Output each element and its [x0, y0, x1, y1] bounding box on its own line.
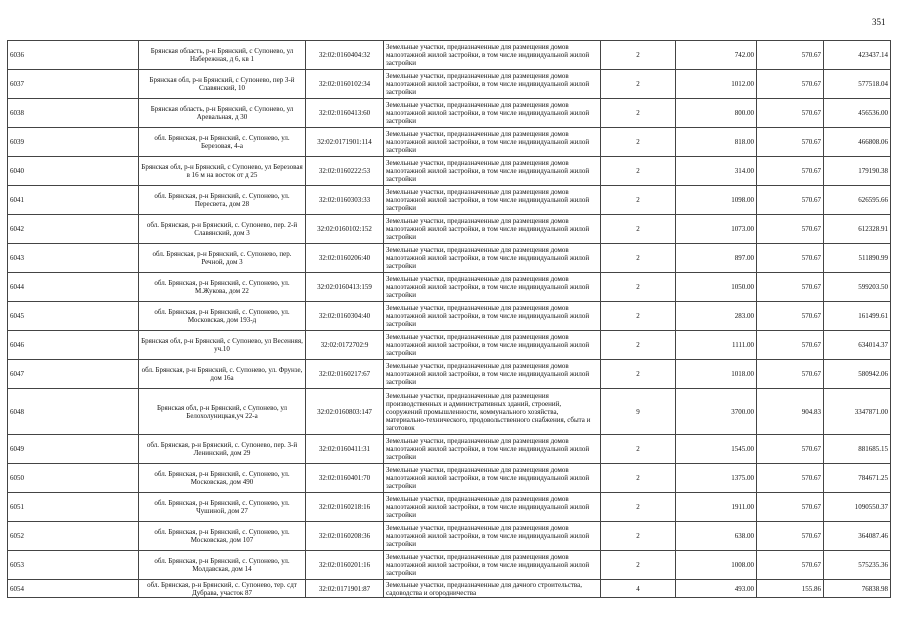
category-code-cell: 2: [601, 360, 676, 389]
address-cell: Брянская обл, р-н Брянский, с Супонево, пер 3-й Славянский, 10: [139, 70, 306, 99]
row-number-cell: 6052: [8, 522, 139, 551]
row-number-cell: 6046: [8, 331, 139, 360]
address-cell: обл. Брянская, р-н Брянский, с. Супонево, пер. Речной, дом 3: [139, 244, 306, 273]
cadastral-value-cell: 626595.66: [824, 186, 891, 215]
permitted-use-cell: Земельные участки, предназначенные для размещения домов малоэтажной жилой застройки, в том числе индивидуальной жилой застройки: [384, 522, 601, 551]
address-cell: обл. Брянская, р-н Брянский, с. Супонево, ул. Березовая, 4-а: [139, 128, 306, 157]
page-number: 351: [872, 17, 886, 27]
address-cell: обл. Брянская, р-н Брянский, с. Супонево, ул. Молдавская, дом 14: [139, 551, 306, 580]
cadastral-value-cell: 3347871.00: [824, 389, 891, 435]
table-row: [8, 215, 891, 244]
specific-value-cell: 570.67: [757, 186, 824, 215]
table-row: [8, 580, 891, 598]
area-cell: 742.00: [676, 41, 757, 70]
category-code-cell: 2: [601, 244, 676, 273]
cadastral-value-cell: 1090550.37: [824, 493, 891, 522]
specific-value-cell: 570.67: [757, 99, 824, 128]
cadastral-number-cell: 32:02:0160411:31: [306, 435, 384, 464]
row-number-cell: 6038: [8, 99, 139, 128]
permitted-use-cell: Земельные участки, предназначенные для размещения производственных и административных зданий, строений, сооружений промышленности, коммунального хозяйства, материально-технического, продовольственного снабжения, сбыта и заготовок: [384, 389, 601, 435]
row-number-cell: 6043: [8, 244, 139, 273]
permitted-use-cell: Земельные участки, предназначенные для размещения домов малоэтажной жилой застройки, в том числе индивидуальной жилой застройки: [384, 99, 601, 128]
area-cell: 1911.00: [676, 493, 757, 522]
cadastral-number-cell: 32:02:0160303:33: [306, 186, 384, 215]
specific-value-cell: 570.67: [757, 331, 824, 360]
area-cell: 1050.00: [676, 273, 757, 302]
permitted-use-cell: Земельные участки, предназначенные для размещения домов малоэтажной жилой застройки, в том числе индивидуальной жилой застройки: [384, 128, 601, 157]
row-number-cell: 6049: [8, 435, 139, 464]
category-code-cell: 2: [601, 186, 676, 215]
category-code-cell: 2: [601, 302, 676, 331]
permitted-use-cell: Земельные участки, предназначенные для дачного строительства, садоводства и огородничества: [384, 580, 601, 598]
permitted-use-cell: Земельные участки, предназначенные для размещения домов малоэтажной жилой застройки, в том числе индивидуальной жилой застройки: [384, 464, 601, 493]
category-code-cell: 2: [601, 493, 676, 522]
specific-value-cell: 570.67: [757, 551, 824, 580]
area-cell: 638.00: [676, 522, 757, 551]
address-cell: обл. Брянская, р-н Брянский, с. Супонево, тер. сдт Дубрава, участок 87: [139, 580, 306, 598]
permitted-use-cell: Земельные участки, предназначенные для размещения домов малоэтажной жилой застройки, в том числе индивидуальной жилой застройки: [384, 331, 601, 360]
cadastral-value-cell: 364087.46: [824, 522, 891, 551]
cadastral-number-cell: 32:02:0172702:9: [306, 331, 384, 360]
cadastral-number-cell: 32:02:0160102:34: [306, 70, 384, 99]
permitted-use-cell: Земельные участки, предназначенные для размещения домов малоэтажной жилой застройки, в том числе индивидуальной жилой застройки: [384, 41, 601, 70]
cadastral-number-cell: 32:02:0171901:114: [306, 128, 384, 157]
row-number-cell: 6042: [8, 215, 139, 244]
specific-value-cell: 570.67: [757, 128, 824, 157]
table-row: [8, 128, 891, 157]
permitted-use-cell: Земельные участки, предназначенные для размещения домов малоэтажной жилой застройки, в том числе индивидуальной жилой застройки: [384, 493, 601, 522]
cadastral-number-cell: 32:02:0160401:70: [306, 464, 384, 493]
permitted-use-cell: Земельные участки, предназначенные для размещения домов малоэтажной жилой застройки, в том числе индивидуальной жилой застройки: [384, 70, 601, 99]
category-code-cell: 2: [601, 522, 676, 551]
table-row: [8, 360, 891, 389]
category-code-cell: 2: [601, 435, 676, 464]
permitted-use-cell: Земельные участки, предназначенные для размещения домов малоэтажной жилой застройки, в том числе индивидуальной жилой застройки: [384, 215, 601, 244]
table-row: [8, 244, 891, 273]
category-code-cell: 4: [601, 580, 676, 598]
area-cell: 1073.00: [676, 215, 757, 244]
specific-value-cell: 570.67: [757, 273, 824, 302]
cadastral-number-cell: 32:02:0160404:32: [306, 41, 384, 70]
cadastral-value-cell: 612328.91: [824, 215, 891, 244]
address-cell: обл. Брянская, р-н Брянский, с. Супонево, пер. 3-й Ленинский, дом 29: [139, 435, 306, 464]
row-number-cell: 6044: [8, 273, 139, 302]
cadastral-value-cell: 423437.14: [824, 41, 891, 70]
table-row: [8, 186, 891, 215]
cadastral-number-cell: 32:02:0160413:159: [306, 273, 384, 302]
specific-value-cell: 570.67: [757, 215, 824, 244]
address-cell: обл. Брянская, р-н Брянский, с. Супонево, ул. М.Жукова, дом 22: [139, 273, 306, 302]
area-cell: 1018.00: [676, 360, 757, 389]
address-cell: Брянская обл, р-н Брянский, с Супонево, ул Весенняя, уч.10: [139, 331, 306, 360]
permitted-use-cell: Земельные участки, предназначенные для размещения домов малоэтажной жилой застройки, в том числе индивидуальной жилой застройки: [384, 360, 601, 389]
row-number-cell: 6037: [8, 70, 139, 99]
specific-value-cell: 155.86: [757, 580, 824, 598]
area-cell: 897.00: [676, 244, 757, 273]
category-code-cell: 2: [601, 273, 676, 302]
cadastral-number-cell: 32:02:0160218:16: [306, 493, 384, 522]
cadastral-value-cell: 599203.50: [824, 273, 891, 302]
address-cell: обл. Брянская, р-н Брянский, с. Супонево, ул. Пересвета, дом 28: [139, 186, 306, 215]
cadastral-number-cell: 32:02:0160201:16: [306, 551, 384, 580]
area-cell: 1375.00: [676, 464, 757, 493]
row-number-cell: 6048: [8, 389, 139, 435]
table-row: [8, 273, 891, 302]
cadastral-value-cell: 634014.37: [824, 331, 891, 360]
cadastral-value-cell: 76838.98: [824, 580, 891, 598]
category-code-cell: 2: [601, 215, 676, 244]
row-number-cell: 6053: [8, 551, 139, 580]
specific-value-cell: 570.67: [757, 360, 824, 389]
address-cell: Брянская обл, р-н Брянский, с Супонево, ул Белохолуницкая,уч 22-а: [139, 389, 306, 435]
category-code-cell: 2: [601, 157, 676, 186]
table-row: [8, 331, 891, 360]
specific-value-cell: 570.67: [757, 244, 824, 273]
cadastral-number-cell: 32:02:0160803:147: [306, 389, 384, 435]
row-number-cell: 6054: [8, 580, 139, 598]
address-cell: Брянская обл, р-н Брянский, с Супонево, ул Березовая в 16 м на восток от д 25: [139, 157, 306, 186]
cadastral-number-cell: 32:02:0160102:152: [306, 215, 384, 244]
category-code-cell: 2: [601, 331, 676, 360]
cadastral-value-cell: 161499.61: [824, 302, 891, 331]
category-code-cell: 2: [601, 551, 676, 580]
row-number-cell: 6036: [8, 41, 139, 70]
category-code-cell: 9: [601, 389, 676, 435]
table-row: [8, 302, 891, 331]
area-cell: 1098.00: [676, 186, 757, 215]
specific-value-cell: 570.67: [757, 302, 824, 331]
address-cell: обл. Брянская, р-н Брянский, с. Супонево, ул. Московская, дом 107: [139, 522, 306, 551]
row-number-cell: 6045: [8, 302, 139, 331]
table-row: [8, 464, 891, 493]
cadastral-value-table: [7, 40, 891, 598]
category-code-cell: 2: [601, 99, 676, 128]
cadastral-value-cell: 456536.00: [824, 99, 891, 128]
table-row: [8, 157, 891, 186]
cadastral-value-cell: 179190.38: [824, 157, 891, 186]
table-row: [8, 99, 891, 128]
cadastral-value-cell: 577518.04: [824, 70, 891, 99]
address-cell: обл. Брянская, р-н Брянский, с. Супонево, ул. Московская, дом 193-д: [139, 302, 306, 331]
category-code-cell: 2: [601, 128, 676, 157]
area-cell: 1012.00: [676, 70, 757, 99]
cadastral-number-cell: 32:02:0160217:67: [306, 360, 384, 389]
cadastral-number-cell: 32:02:0160206:40: [306, 244, 384, 273]
specific-value-cell: 570.67: [757, 522, 824, 551]
specific-value-cell: 570.67: [757, 41, 824, 70]
address-cell: Брянская область, р-н Брянский, с Супонево, ул Аревальная, д 30: [139, 99, 306, 128]
specific-value-cell: 570.67: [757, 435, 824, 464]
cadastral-number-cell: 32:02:0160222:53: [306, 157, 384, 186]
table-row: [8, 522, 891, 551]
category-code-cell: 2: [601, 464, 676, 493]
cadastral-value-cell: 881685.15: [824, 435, 891, 464]
area-cell: 314.00: [676, 157, 757, 186]
specific-value-cell: 904.83: [757, 389, 824, 435]
area-cell: 3700.00: [676, 389, 757, 435]
address-cell: обл. Брянская, р-н Брянский, с. Супонево, ул. Фрунзе, дом 16а: [139, 360, 306, 389]
specific-value-cell: 570.67: [757, 157, 824, 186]
cadastral-number-cell: 32:02:0160304:40: [306, 302, 384, 331]
category-code-cell: 2: [601, 70, 676, 99]
cadastral-value-cell: 575235.36: [824, 551, 891, 580]
cadastral-value-cell: 466808.06: [824, 128, 891, 157]
row-number-cell: 6051: [8, 493, 139, 522]
permitted-use-cell: Земельные участки, предназначенные для размещения домов малоэтажной жилой застройки, в том числе индивидуальной жилой застройки: [384, 157, 601, 186]
permitted-use-cell: Земельные участки, предназначенные для размещения домов малоэтажной жилой застройки, в том числе индивидуальной жилой застройки: [384, 244, 601, 273]
permitted-use-cell: Земельные участки, предназначенные для размещения домов малоэтажной жилой застройки, в том числе индивидуальной жилой застройки: [384, 551, 601, 580]
specific-value-cell: 570.67: [757, 493, 824, 522]
area-cell: 818.00: [676, 128, 757, 157]
cadastral-value-cell: 511890.99: [824, 244, 891, 273]
permitted-use-cell: Земельные участки, предназначенные для размещения домов малоэтажной жилой застройки, в том числе индивидуальной жилой застройки: [384, 273, 601, 302]
permitted-use-cell: Земельные участки, предназначенные для размещения домов малоэтажной жилой застройки, в том числе индивидуальной жилой застройки: [384, 186, 601, 215]
cadastral-value-cell: 580942.06: [824, 360, 891, 389]
row-number-cell: 6041: [8, 186, 139, 215]
address-cell: Брянская область, р-н Брянский, с Супонево, ул Набережная, д 6, кв 1: [139, 41, 306, 70]
area-cell: 1008.00: [676, 551, 757, 580]
address-cell: обл. Брянская, р-н Брянский, с. Супонево, ул. Чушиной, дом 27: [139, 493, 306, 522]
table-row: [8, 389, 891, 435]
specific-value-cell: 570.67: [757, 70, 824, 99]
cadastral-value-cell: 784671.25: [824, 464, 891, 493]
table-row: [8, 41, 891, 70]
table-row: [8, 70, 891, 99]
area-cell: 1545.00: [676, 435, 757, 464]
category-code-cell: 2: [601, 41, 676, 70]
address-cell: обл. Брянская, р-н Брянский, с. Супонево, пер. 2-й Славянский, дом 3: [139, 215, 306, 244]
table-row: [8, 493, 891, 522]
address-cell: обл. Брянская, р-н Брянский, с. Супонево, ул. Московская, дом 490: [139, 464, 306, 493]
permitted-use-cell: Земельные участки, предназначенные для размещения домов малоэтажной жилой застройки, в том числе индивидуальной жилой застройки: [384, 302, 601, 331]
row-number-cell: 6040: [8, 157, 139, 186]
cadastral-number-cell: 32:02:0160208:36: [306, 522, 384, 551]
specific-value-cell: 570.67: [757, 464, 824, 493]
table-body: [8, 41, 891, 598]
area-cell: 1111.00: [676, 331, 757, 360]
row-number-cell: 6039: [8, 128, 139, 157]
area-cell: 283.00: [676, 302, 757, 331]
permitted-use-cell: Земельные участки, предназначенные для размещения домов малоэтажной жилой застройки, в том числе индивидуальной жилой застройки: [384, 435, 601, 464]
cadastral-number-cell: 32:02:0160413:60: [306, 99, 384, 128]
table-row: [8, 551, 891, 580]
area-cell: 493.00: [676, 580, 757, 598]
row-number-cell: 6047: [8, 360, 139, 389]
area-cell: 800.00: [676, 99, 757, 128]
table-row: [8, 435, 891, 464]
row-number-cell: 6050: [8, 464, 139, 493]
cadastral-number-cell: 32:02:0171901:87: [306, 580, 384, 598]
